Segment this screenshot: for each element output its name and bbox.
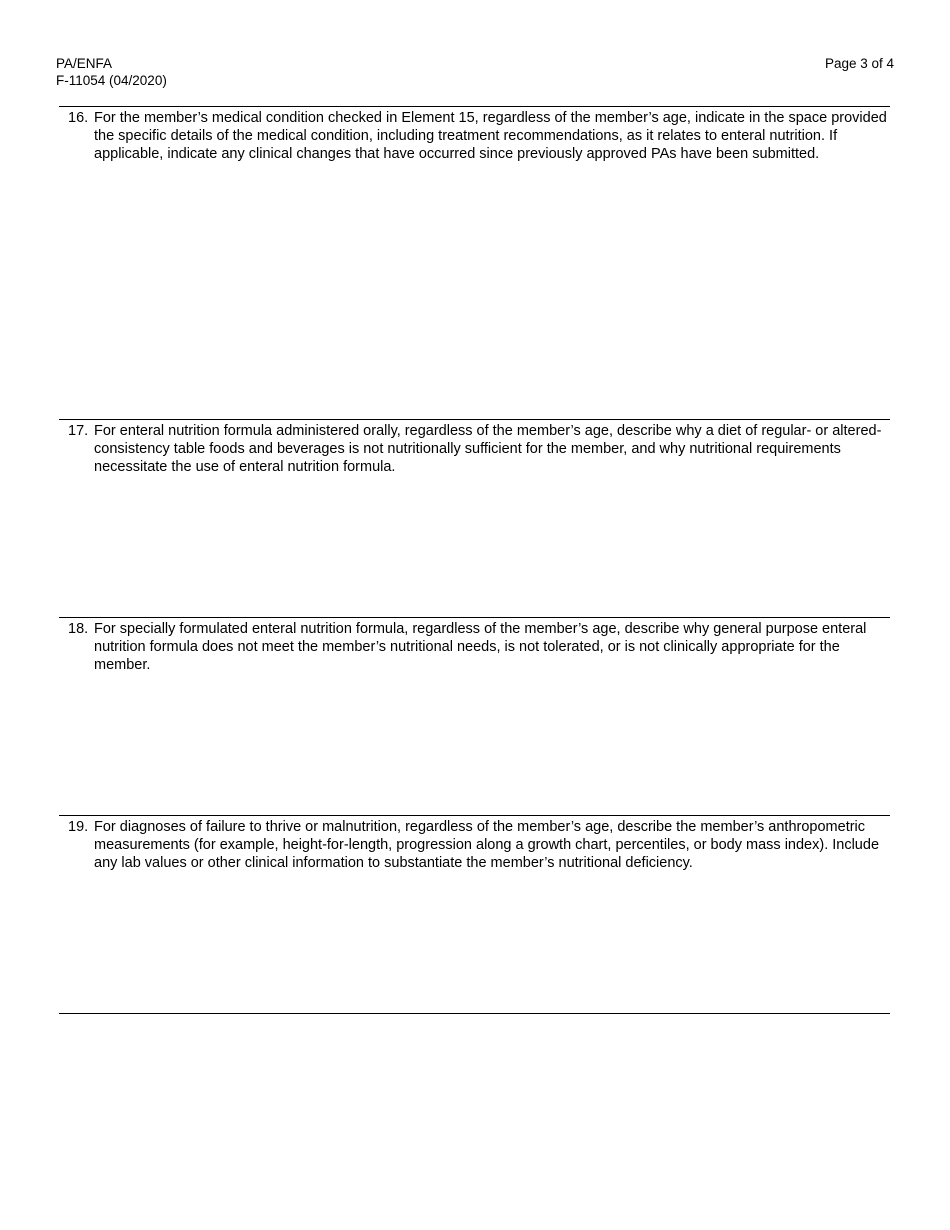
answer-field-17[interactable] (59, 480, 890, 614)
question-text: For diagnoses of failure to thrive or malnutrition, regardless of the member’s age, describe the member’s anthropometric measurements (for example, height-for-length, progression along a growth chart, percentiles, or body mass index). Include any lab values or other clinical information to substantiate the member’s nutritional deficiency. (94, 819, 880, 872)
answer-field-16[interactable] (59, 185, 890, 415)
form-header (56, 55, 167, 89)
section-divider (59, 106, 890, 107)
section-divider (59, 617, 890, 618)
form-code: PA/ENFA (56, 56, 113, 71)
page-number: Page 3 of 4 (824, 56, 894, 71)
question-18 (68, 620, 888, 675)
question-number: 18. (68, 621, 89, 637)
form-number: F-11054 (04/2020) (56, 73, 167, 88)
question-16 (68, 109, 888, 164)
answer-field-19[interactable] (59, 894, 890, 1010)
question-17 (68, 422, 888, 477)
section-divider (59, 815, 890, 816)
question-19 (68, 818, 888, 873)
question-text: For enteral nutrition formula administered orally, regardless of the member’s age, describe why a diet of regular- or altered-consistency table foods and beverages is not nutritionally sufficient for the member, and why nutritional requirements necessitate the use of enteral nutrition formula. (94, 423, 882, 476)
answer-field-18[interactable] (59, 678, 890, 812)
question-number: 17. (68, 423, 89, 439)
section-divider (59, 419, 890, 420)
question-number: 16. (68, 110, 89, 126)
section-divider (59, 1013, 890, 1014)
question-number: 19. (68, 819, 89, 835)
question-text: For specially formulated enteral nutrition formula, regardless of the member’s age, describe why general purpose enteral nutrition formula does not meet the member’s nutritional needs, is not tolerated, or is not clinically appropriate for the member. (94, 621, 867, 674)
question-text: For the member’s medical condition checked in Element 15, regardless of the member’s age, indicate in the space provided the specific details of the medical condition, including treatment recommendations, as it relates to enteral nutrition. If applicable, indicate any clinical changes that have occurred since previously approved PAs have been submitted. (94, 110, 887, 163)
